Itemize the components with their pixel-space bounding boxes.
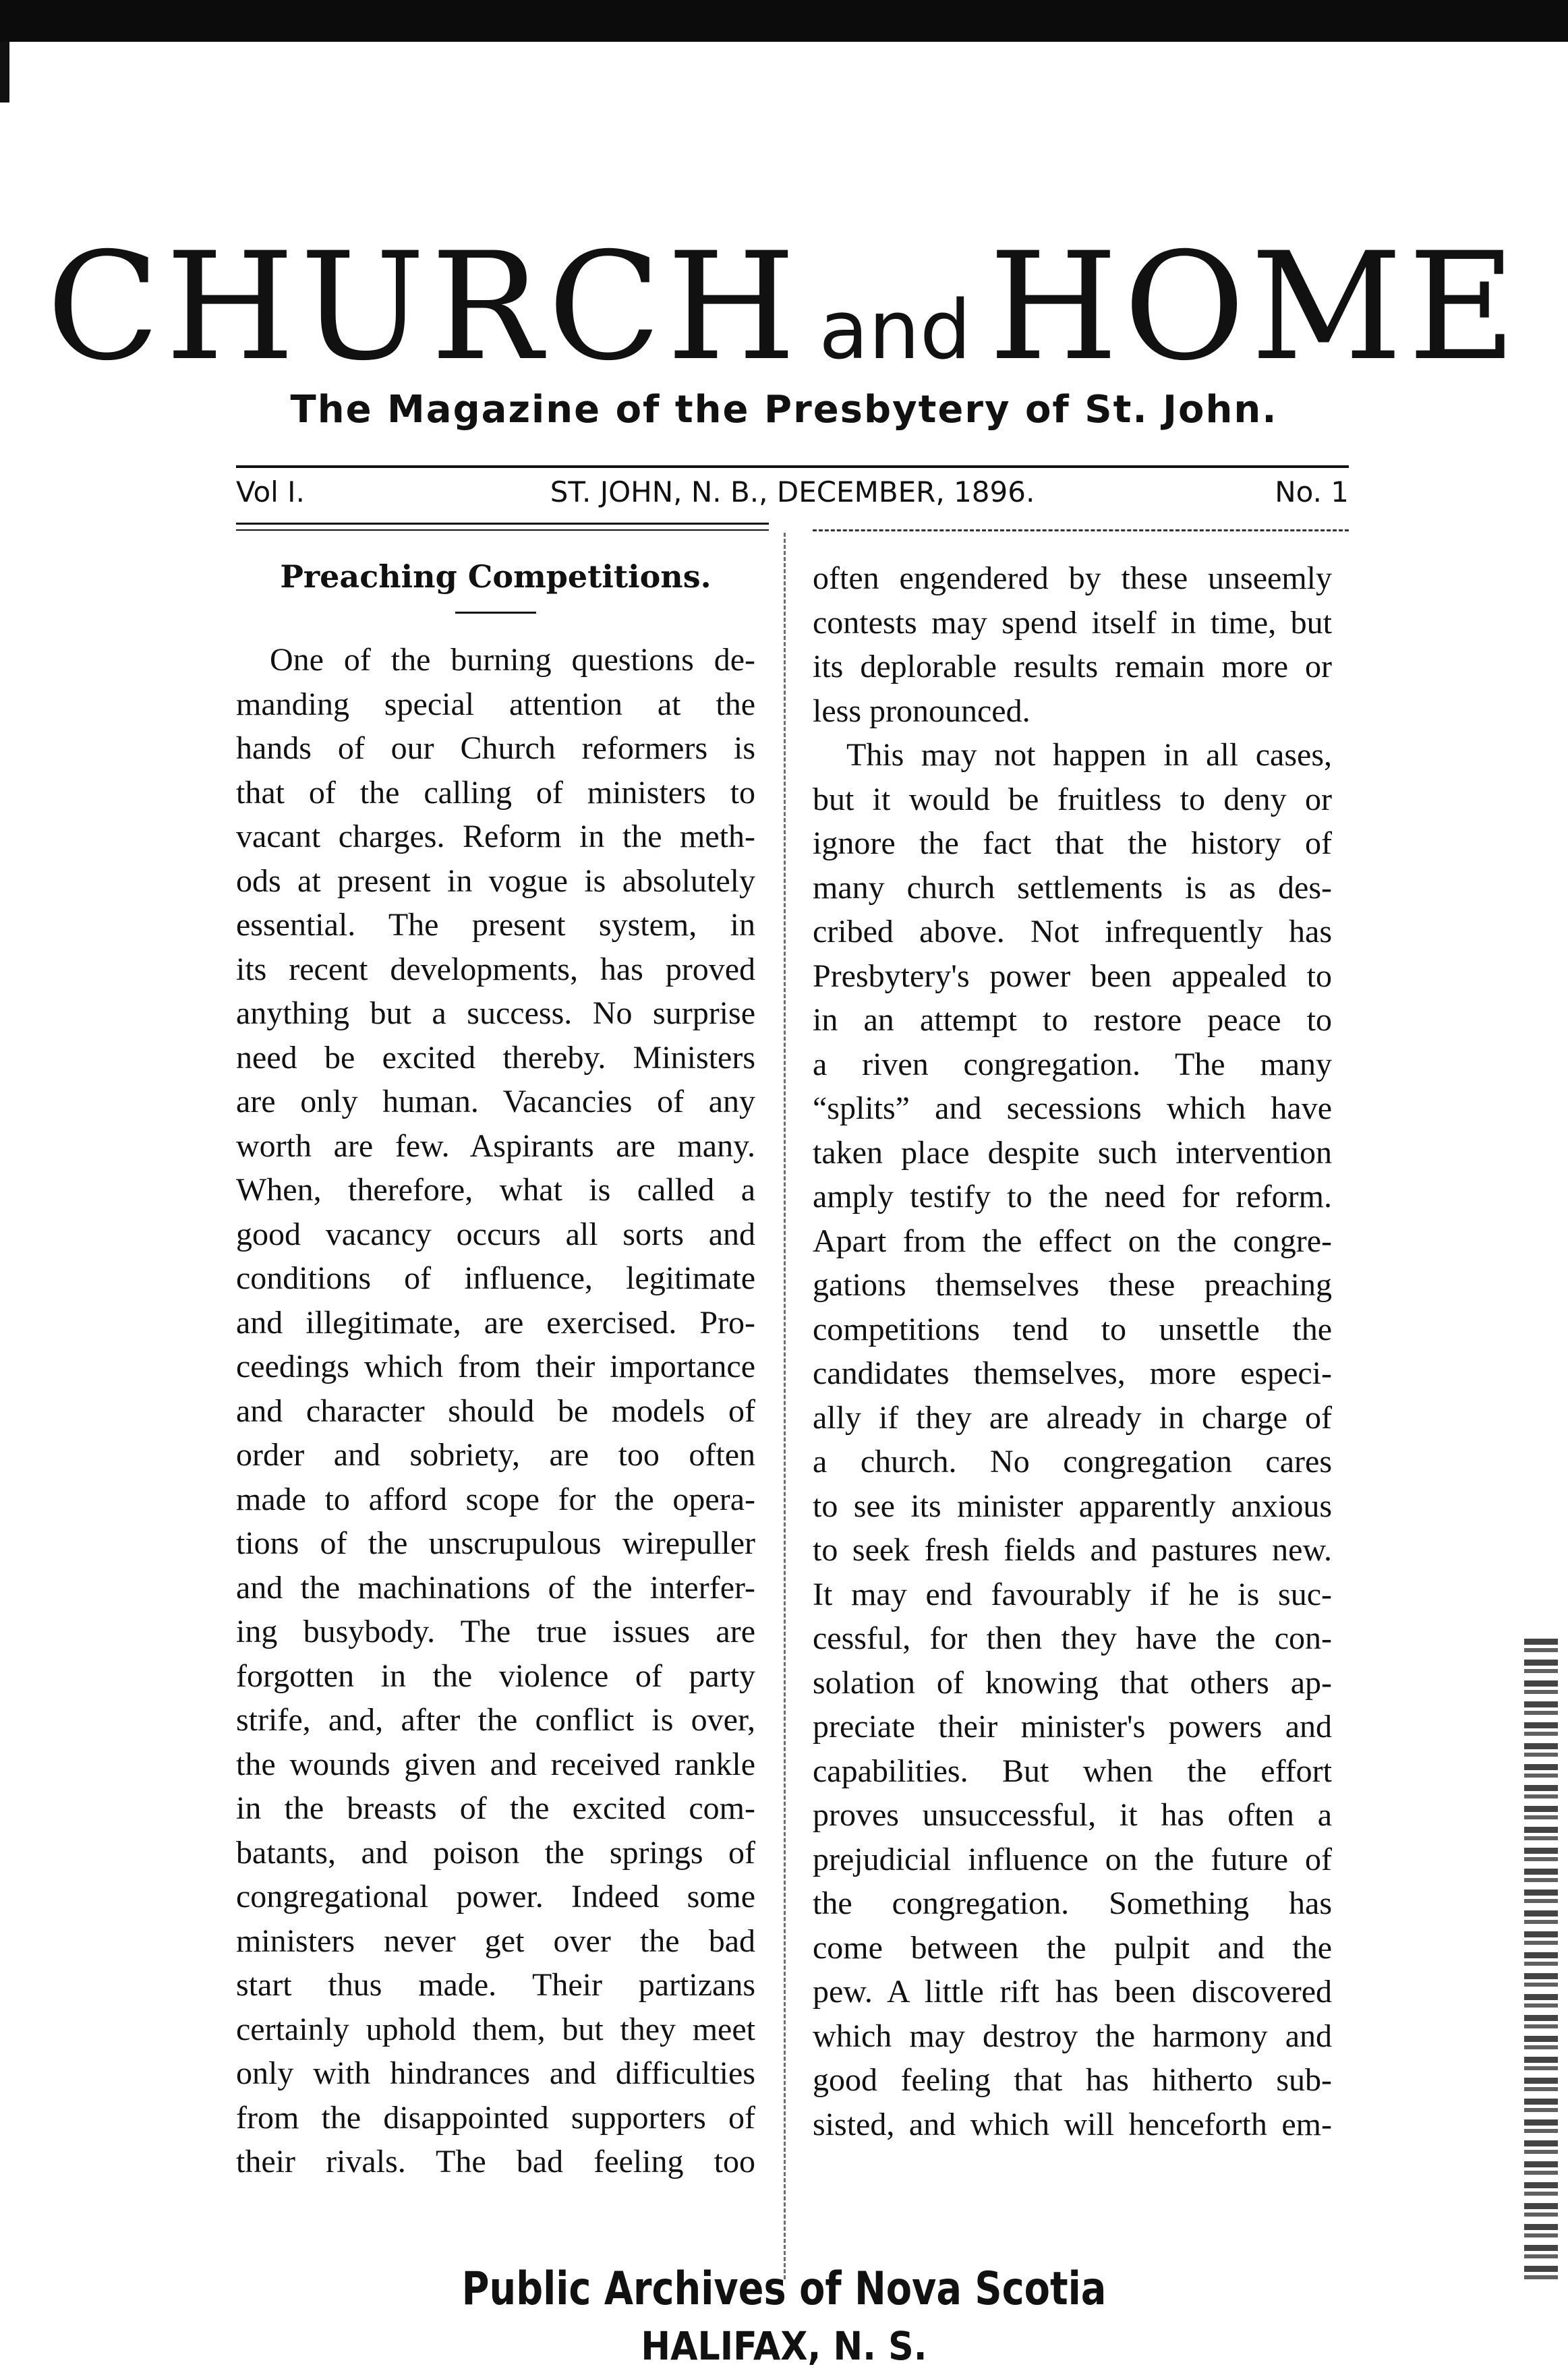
text-line: ministers never get over the bad bbox=[236, 1923, 755, 1959]
masthead bbox=[0, 223, 1568, 391]
text-line: tions of the unscrupulous wirepuller bbox=[236, 1525, 755, 1561]
text-line: pew. A little rift has been discovered bbox=[813, 1974, 1332, 2010]
text-line: in the breasts of the excited com- bbox=[236, 1790, 755, 1826]
right-column-text bbox=[813, 556, 1332, 2146]
text-line: cribed above. Not infrequently has bbox=[813, 914, 1332, 949]
text-line: strife, and, after the conflict is over, bbox=[236, 1702, 755, 1738]
masthead-conjunction: and bbox=[819, 284, 972, 378]
title-rule bbox=[455, 612, 536, 614]
text-line: in an attempt to restore peace to bbox=[813, 1002, 1332, 1038]
rule-below-issue-right bbox=[813, 529, 1349, 531]
text-line: It may end favourably if he is suc- bbox=[813, 1576, 1332, 1612]
text-line: their rivals. The bad feeling too bbox=[236, 2144, 755, 2179]
text-line: contests may spend itself in time, but bbox=[813, 604, 1332, 641]
text-line: gations themselves these preaching bbox=[813, 1267, 1332, 1303]
text-line: ally if they are already in charge of bbox=[813, 1399, 1332, 1436]
text-line: Apart from the effect on the congre- bbox=[813, 1223, 1332, 1259]
issue-line bbox=[236, 475, 1349, 516]
text-line: its deplorable results remain more or bbox=[813, 649, 1332, 684]
text-line: certainly uphold them, but they meet bbox=[236, 2011, 755, 2047]
column-divider bbox=[784, 533, 786, 2279]
issue-number: No. 1 bbox=[1275, 475, 1349, 508]
text-line: from the disappointed supporters of bbox=[236, 2099, 755, 2136]
text-line: need be excited thereby. Ministers bbox=[236, 1039, 755, 1076]
magazine-subtitle: The Magazine of the Presbytery of St. John. bbox=[290, 388, 1278, 432]
text-line: made to afford scope for the opera- bbox=[236, 1481, 755, 1517]
text-line: batants, and poison the springs of bbox=[236, 1834, 755, 1871]
text-line: to seek fresh fields and pastures new. bbox=[813, 1532, 1332, 1568]
text-line: that of the calling of ministers to bbox=[236, 774, 755, 811]
text-line: Presbytery's power been appealed to bbox=[813, 958, 1332, 994]
text-line: prejudicial influence on the future of bbox=[813, 1841, 1332, 1877]
text-line: order and sobriety, are too often bbox=[236, 1437, 755, 1473]
text-line: a riven congregation. The many bbox=[813, 1046, 1332, 1082]
text-line: candidates themselves, more especi- bbox=[813, 1355, 1332, 1391]
text-line: the wounds given and received rankle bbox=[236, 1746, 755, 1782]
text-line: competitions tend to unsettle the bbox=[813, 1311, 1332, 1347]
text-line: the congregation. Something has bbox=[813, 1885, 1332, 1921]
text-line: and the machinations of the interfer- bbox=[236, 1569, 755, 1606]
text-line: solation of knowing that others ap- bbox=[813, 1664, 1332, 1701]
text-line: anything but a success. No surprise bbox=[236, 995, 755, 1031]
text-line: One of the burning questions de- bbox=[270, 642, 755, 678]
scan-right-edge bbox=[1524, 1639, 1558, 2286]
text-line: worth are few. Aspirants are many. bbox=[236, 1128, 755, 1164]
text-line: start thus made. Their partizans bbox=[236, 1967, 755, 2003]
text-line: sisted, and which will henceforth em- bbox=[813, 2106, 1332, 2142]
text-line: “splits” and secessions which have bbox=[813, 1090, 1332, 1126]
article-right-column bbox=[813, 556, 1332, 2146]
place-date: ST. JOHN, N. B., DECEMBER, 1896. bbox=[550, 475, 1035, 508]
text-line: preciate their minister's powers and bbox=[813, 1709, 1332, 1745]
archive-stamp-line-2: HALIFAX, N. S. bbox=[641, 2323, 927, 2369]
scan-top-border bbox=[0, 0, 1568, 42]
archive-stamp-line-1: Public Archives of Nova Scotia bbox=[461, 2262, 1107, 2316]
text-line: many church settlements is as des- bbox=[813, 869, 1332, 906]
text-line: When, therefore, what is called a bbox=[236, 1172, 755, 1208]
rule-below-issue-left bbox=[236, 523, 769, 525]
masthead-word-church: CHURCH bbox=[46, 221, 802, 393]
text-line: ceedings which from their importance bbox=[236, 1349, 755, 1384]
article-title: Preaching Competitions. bbox=[280, 558, 712, 595]
rule-above-issue-line bbox=[236, 465, 1349, 468]
text-line: only with hindrances and difficulties bbox=[236, 2055, 755, 2091]
text-line: come between the pulpit and the bbox=[813, 1929, 1332, 1966]
text-line: to see its minister apparently anxious bbox=[813, 1488, 1332, 1524]
text-line: ignore the fact that the history of bbox=[813, 825, 1332, 861]
text-line: less pronounced. bbox=[813, 693, 1030, 729]
text-line: taken place despite such intervention bbox=[813, 1134, 1332, 1171]
volume-label: Vol I. bbox=[236, 475, 305, 508]
text-line: forgotten in the violence of party bbox=[236, 1658, 755, 1694]
text-line: and character should be models of bbox=[236, 1393, 755, 1429]
text-line: hands of our Church reformers is bbox=[236, 730, 755, 766]
rule-below-issue-left-2 bbox=[236, 529, 769, 531]
text-line: often engendered by these unseemly bbox=[813, 560, 1332, 596]
text-line: capabilities. But when the effort bbox=[813, 1753, 1332, 1789]
text-line: ods at present in vogue is absolutely bbox=[236, 862, 755, 899]
text-line: congregational power. Indeed some bbox=[236, 1879, 755, 1914]
text-line: manding special attention at the bbox=[236, 686, 755, 722]
text-line: vacant charges. Reform in the meth- bbox=[236, 819, 755, 854]
left-column-text bbox=[236, 638, 755, 2184]
article-left-column bbox=[236, 556, 755, 2184]
text-line: a church. No congregation cares bbox=[813, 1444, 1332, 1480]
text-line: are only human. Vacancies of any bbox=[236, 1084, 755, 1119]
text-line: which may destroy the harmony and bbox=[813, 2018, 1332, 2054]
text-line: cessful, for then they have the con- bbox=[813, 1620, 1332, 1656]
text-line: proves unsuccessful, it has often a bbox=[813, 1797, 1332, 1833]
text-line: and illegitimate, are exercised. Pro- bbox=[236, 1304, 755, 1341]
scan-left-edge bbox=[0, 42, 9, 103]
scan-top-gap bbox=[0, 42, 1568, 62]
text-line: ing busybody. The true issues are bbox=[236, 1614, 755, 1649]
text-line: amply testify to the need for reform. bbox=[813, 1179, 1332, 1214]
masthead-word-home: HOME bbox=[989, 221, 1522, 393]
text-line: its recent developments, has proved bbox=[236, 951, 755, 987]
text-line: good vacancy occurs all sorts and bbox=[236, 1216, 755, 1252]
text-line: but it would be fruitless to deny or bbox=[813, 781, 1332, 817]
text-line: good feeling that has hitherto sub- bbox=[813, 2062, 1332, 2098]
text-line: This may not happen in all cases, bbox=[846, 737, 1332, 773]
text-line: essential. The present system, in bbox=[236, 907, 755, 943]
text-line: conditions of influence, legitimate bbox=[236, 1260, 755, 1296]
